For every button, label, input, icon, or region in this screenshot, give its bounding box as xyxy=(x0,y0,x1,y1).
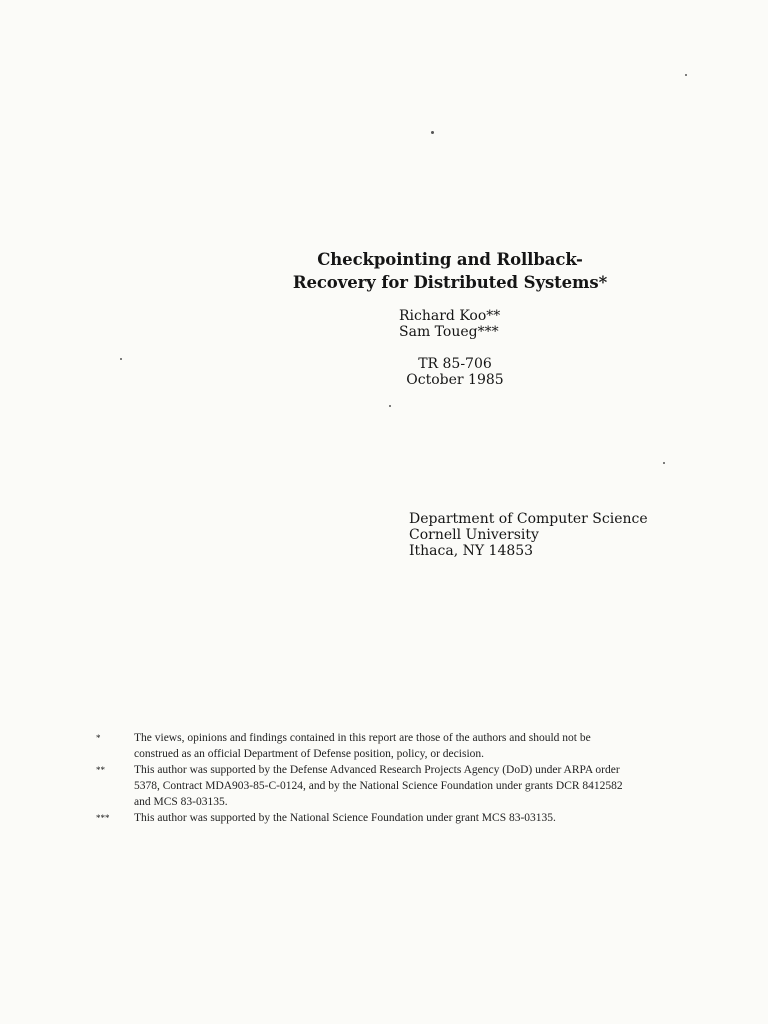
footnote-marker: ** xyxy=(96,765,105,775)
scan-speck xyxy=(120,358,122,360)
footnote xyxy=(96,810,636,826)
scan-speck xyxy=(663,462,665,464)
affiliation-address xyxy=(409,511,648,559)
university-name: Cornell University xyxy=(409,527,539,543)
author-list xyxy=(399,308,500,340)
footnote-text: The views, opinions and findings contained in this report are those of the authors and should not be construed as an official Department of Defense position, policy, or decision. xyxy=(134,732,591,760)
document-title xyxy=(270,248,630,294)
footnotes-section xyxy=(96,730,636,826)
title-line-1: Checkpointing and Rollback- xyxy=(317,250,583,269)
footnote xyxy=(96,762,636,810)
scan-speck xyxy=(389,405,391,407)
report-number: TR 85-706 xyxy=(418,356,492,372)
scan-speck xyxy=(685,74,687,76)
footnote-marker: *** xyxy=(96,813,110,823)
author-name: Richard Koo** xyxy=(399,308,501,324)
author-name: Sam Toueg*** xyxy=(399,324,499,340)
footnote-text: This author was supported by the Defense Advanced Research Projects Agency (DoD) under ARPA order 5378, Contract MDA903-85-C-0124, and by the National Science Foundation under grants DCR 8412582 and MCS 83-03135. xyxy=(134,764,623,808)
city-address: Ithaca, NY 14853 xyxy=(409,543,534,559)
department-name: Department of Computer Science xyxy=(409,511,648,527)
scan-speck xyxy=(431,131,434,134)
footnote-text: This author was supported by the National Science Foundation under grant MCS 83-03135. xyxy=(134,812,556,824)
footnote xyxy=(96,730,636,762)
title-line-2: Recovery for Distributed Systems* xyxy=(292,273,608,292)
report-info xyxy=(400,356,510,388)
report-date: October 1985 xyxy=(406,372,504,388)
footnote-marker: * xyxy=(96,733,101,743)
